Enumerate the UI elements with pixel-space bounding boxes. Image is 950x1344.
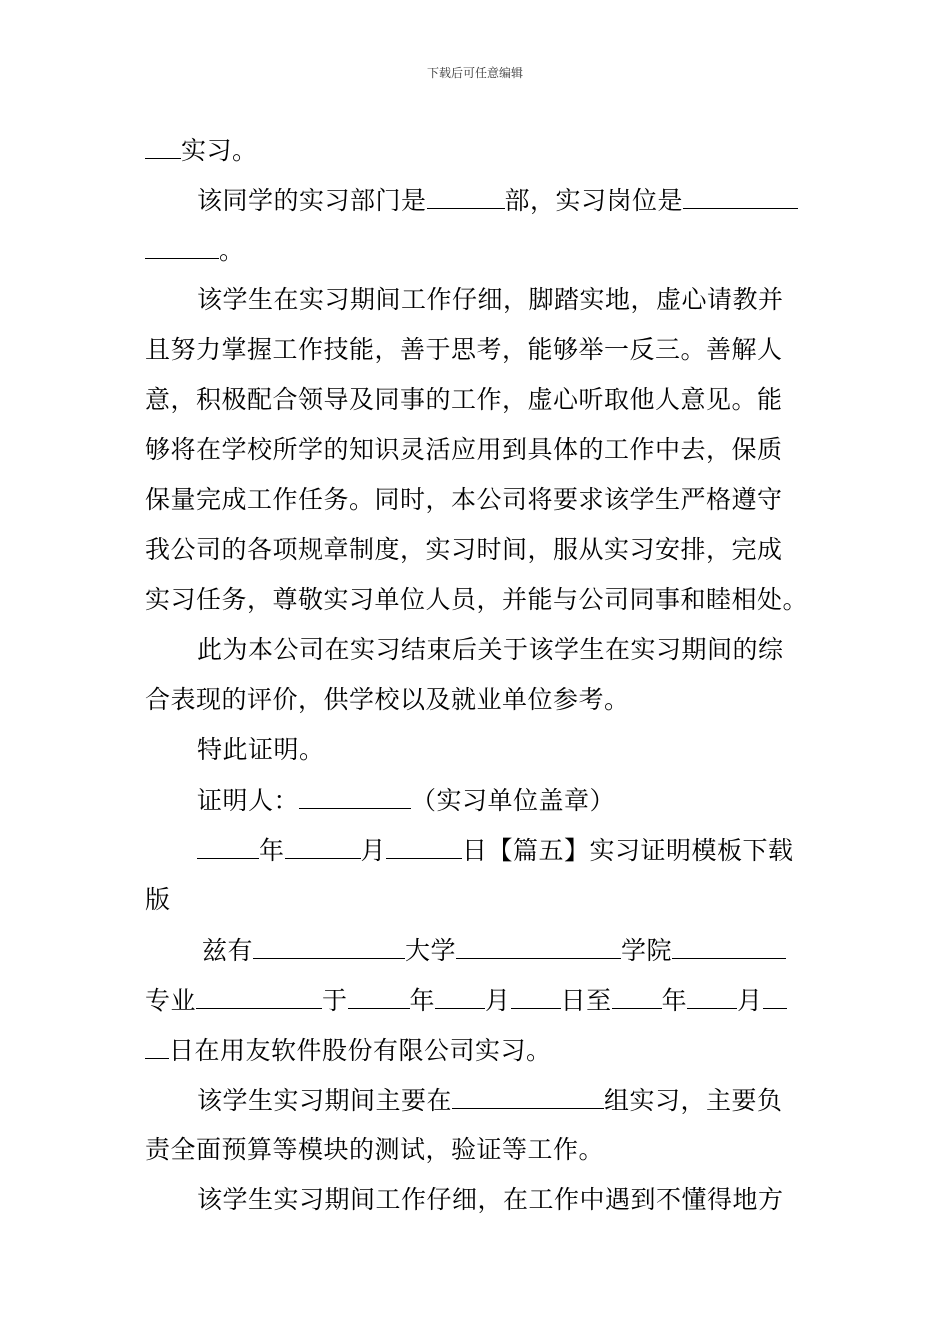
text-line: 且努力掌握工作技能，善于思考，能够举一反三。善解人 <box>145 335 783 364</box>
fill-blank <box>687 984 737 1009</box>
fill-blank <box>145 234 219 259</box>
text: 学院 <box>621 936 673 965</box>
text-line: 该学生在实习期间工作仔细，脚踏实地，虚心请教并 <box>197 285 784 314</box>
text-line: 保量完成工作任务。同时，本公司将要求该学生严格遵守 <box>145 485 783 514</box>
text-line: 意，积极配合领导及同事的工作，虚心听取他人意见。能 <box>145 385 783 414</box>
text-line: 够将在学校所学的知识灵活应用到具体的工作中去，保质 <box>145 435 783 464</box>
text: 于 <box>322 986 348 1015</box>
text: 部，实习岗位是 <box>504 186 684 215</box>
text-line: 责全面预算等模块的测试，验证等工作。 <box>145 1135 605 1164</box>
text-line <box>145 1034 810 1067</box>
text-line <box>145 234 810 267</box>
text: 。 <box>219 236 245 265</box>
fill-blank <box>456 934 621 959</box>
fill-blank <box>348 984 410 1009</box>
text-line: 此为本公司在实习结束后关于该学生在实习期间的综 <box>197 635 784 664</box>
text-line <box>197 1084 810 1117</box>
text: （实习单位盖章） <box>411 786 616 815</box>
fill-blank <box>672 934 786 959</box>
text-line: 合表现的评价，供学校以及就业单位参考。 <box>145 685 630 714</box>
text-line: 特此证明。 <box>197 735 325 764</box>
text-line <box>197 834 810 867</box>
text: 月 <box>485 986 511 1015</box>
text: 日【篇五】实习证明模板下载 <box>462 836 794 865</box>
text: 日在用友软件股份有限公司实习。 <box>169 1036 552 1065</box>
fill-blank <box>196 984 322 1009</box>
text-line: 该学生实习期间工作仔细，在工作中遇到不懂得地方 <box>197 1185 784 1214</box>
fill-blank <box>763 984 787 1009</box>
text: 年 <box>259 836 285 865</box>
fill-blank <box>299 784 411 809</box>
page-header: 下载后可任意编辑 <box>426 66 523 80</box>
text-line <box>202 934 815 967</box>
text-line: 版 <box>145 885 171 914</box>
fill-blank <box>452 1084 604 1109</box>
fill-blank <box>427 184 505 209</box>
text: 兹有 <box>202 936 254 965</box>
text-line: 实习任务，尊敬实习单位人员，并能与公司同事和睦相处。 <box>145 585 809 614</box>
fill-blank <box>253 934 405 959</box>
text: 日至 <box>560 986 612 1015</box>
text: 月 <box>360 836 387 865</box>
fill-blank <box>386 834 462 859</box>
text-line <box>197 184 810 217</box>
fill-blank <box>612 984 662 1009</box>
fill-blank <box>197 834 259 859</box>
fill-blank <box>435 984 485 1009</box>
fill-blank <box>145 1034 169 1059</box>
text: 组实习，主要负 <box>604 1086 783 1115</box>
text: 专业 <box>145 986 197 1015</box>
fill-blank <box>511 984 561 1009</box>
text: 年 <box>409 986 436 1015</box>
fill-blank <box>145 134 181 159</box>
text-line: 我公司的各项规章制度，实习时间，服从实习安排，完成 <box>145 535 783 564</box>
fill-blank <box>683 184 798 209</box>
text-line <box>197 784 810 817</box>
text: 该同学的实习部门是 <box>197 186 427 215</box>
text: 年 <box>661 986 688 1015</box>
text: 月 <box>737 986 763 1015</box>
text: 大学 <box>405 936 457 965</box>
text: 证明人： <box>197 786 300 815</box>
text-line <box>145 984 810 1017</box>
fill-blank <box>285 834 361 859</box>
text: 该学生实习期间主要在 <box>197 1086 453 1115</box>
text: 实习。 <box>181 136 258 165</box>
text-line <box>145 134 810 167</box>
